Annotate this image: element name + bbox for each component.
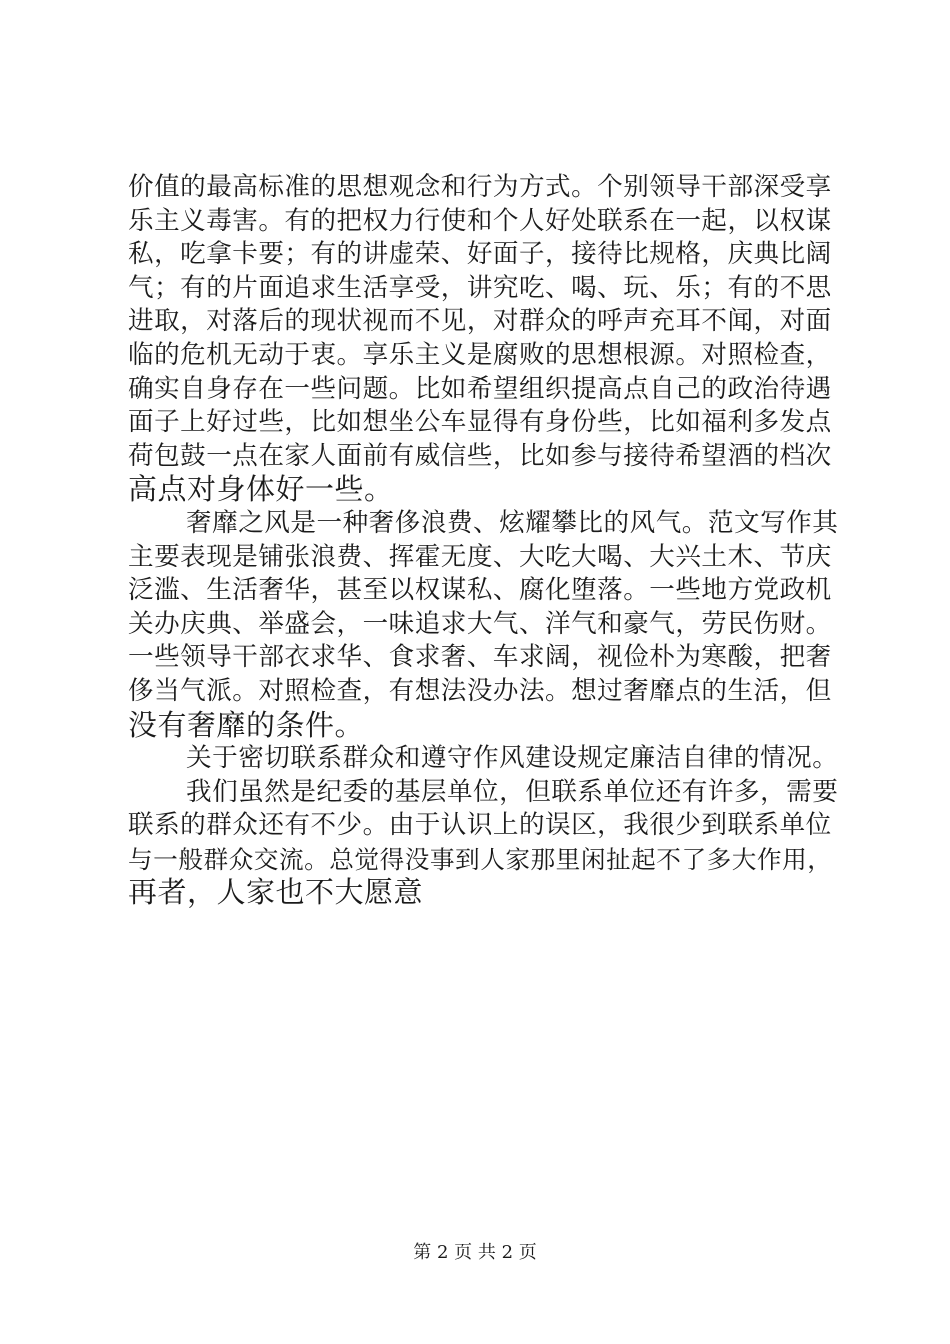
text-line: 临的危机无动于衷。享乐主义是腐败的思想根源。对照检查， [128, 339, 832, 370]
text-line-first: 我们虽然是纪委的基层单位，但联系单位还有许多，需要 [186, 776, 839, 807]
text-line: 高点对身体好一些。 [128, 472, 394, 507]
text-line: 主要表现是铺张浪费、挥霍无度、大吃大喝、大兴土木、节庆 [128, 541, 832, 572]
page-number-footer: 第 2 页 共 2 页 [413, 1242, 537, 1263]
text-line: 进取，对落后的现状视而不见，对群众的呼声充耳不闻，对面 [128, 306, 832, 337]
text-line: 关办庆典、举盛会，一味追求大气、洋气和豪气，劳民伤财。 [128, 608, 832, 639]
text-line: 再者，人家也不大愿意 [128, 875, 424, 910]
paragraph-1 [128, 171, 838, 507]
text-line: 联系的群众还有不少。由于认识上的误区，我很少到联系单位 [128, 810, 832, 841]
paragraph-2 [128, 507, 838, 742]
text-line: 泛滥、生活奢华，甚至以权谋私、腐化堕落。一些地方党政机 [128, 575, 832, 606]
text-line: 私，吃拿卡要；有的讲虚荣、好面子，接待比规格，庆典比阔 [128, 239, 832, 270]
text-line: 没有奢靡的条件。 [128, 707, 365, 742]
section-heading: 关于密切联系群众和遵守作风建设规定廉洁自律的情况。 [186, 743, 839, 774]
text-line: 确实自身存在一些问题。比如希望组织提高点自己的政治待遇 [128, 373, 832, 404]
text-line: 乐主义毒害。有的把权力行使和个人好处联系在一起，以权谋 [128, 205, 832, 236]
document-body [128, 171, 838, 910]
text-line: 一些领导干部衣求华、食求奢、车求阔，视俭朴为寒酸，把奢 [128, 642, 832, 673]
paragraph-3 [128, 742, 838, 776]
text-line: 与一般群众交流。总觉得没事到人家那里闲扯起不了多大作用， [128, 844, 833, 874]
text-line: 侈当气派。对照检查，有想法没办法。想过奢靡点的生活，但 [128, 675, 832, 706]
paragraph-4 [128, 776, 838, 910]
text-line: 面子上好过些，比如想坐公车显得有身份些，比如福利多发点 [128, 407, 832, 438]
text-line: 气；有的片面追求生活享受，讲究吃、喝、玩、乐；有的不思 [128, 272, 832, 303]
text-line: 荷包鼓一点在家人面前有威信些，比如参与接待希望酒的档次 [128, 440, 832, 471]
text-line: 价值的最高标准的思想观念和行为方式。个别领导干部深受享 [128, 172, 832, 202]
text-line-first: 奢靡之风是一种奢侈浪费、炫耀攀比的风气。范文写作其 [186, 507, 839, 538]
